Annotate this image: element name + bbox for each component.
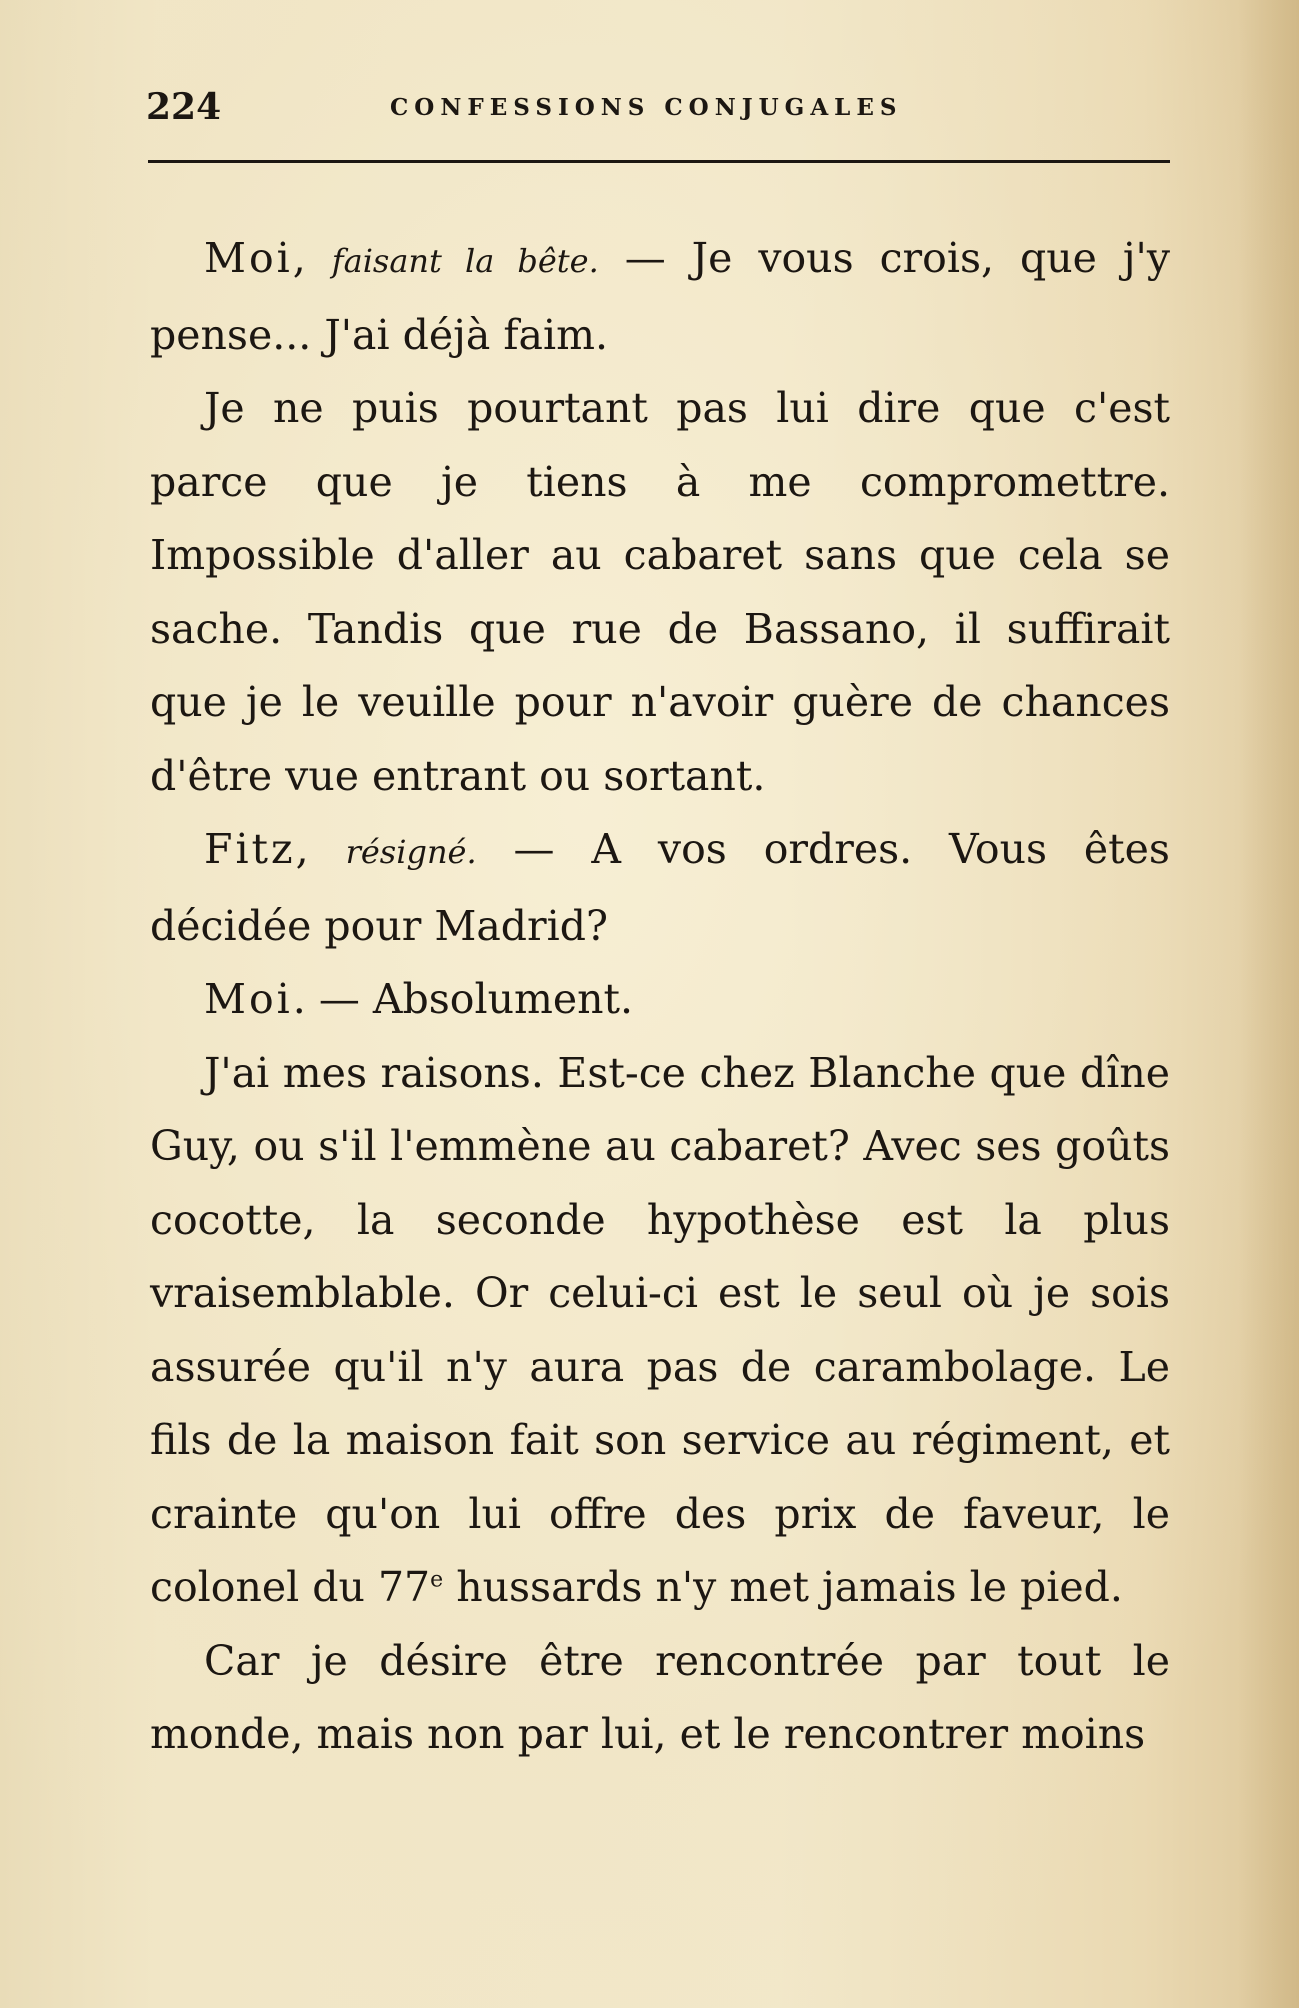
narration-text-tail: hussards n'y met jamais le pied. bbox=[443, 1563, 1123, 1611]
running-title: CONFESSIONS CONJUGALES bbox=[390, 94, 903, 121]
dialogue-text: . — Absolument. bbox=[292, 975, 634, 1023]
page-header bbox=[146, 84, 1176, 134]
page-number: 224 bbox=[146, 86, 222, 128]
dialogue-text: — A vos ordres. Vous êtes décidée pour Madrid? bbox=[150, 825, 1170, 950]
stage-direction: faisant la bête. bbox=[331, 242, 599, 280]
narration-text-end: colonel du 77 bbox=[150, 1563, 431, 1611]
paragraph-narration-1: Je ne puis pourtant pas lui dire que c'est parce que je tiens à me compromettre. Impossible d'aller au cabaret sans que cela se sache. Tandis que rue de Bassano, il suffirait que je le veuille pour n'avoir guère de chances d'être vue entrant ou sortant. bbox=[150, 384, 1170, 800]
ordinal-superscript: e bbox=[430, 1567, 444, 1593]
dialogue-text: — Je vous crois, que j'y pense... J'ai déjà faim. bbox=[150, 234, 1170, 359]
paragraph-dialogue-3 bbox=[150, 963, 1170, 1037]
body-text bbox=[150, 222, 1170, 1772]
page-edge-shadow bbox=[1239, 0, 1299, 2008]
narration-text: J'ai mes raisons. Est-ce chez Blanche que dîne Guy, ou s'il l'emmène au cabaret? Avec ses goûts cocotte, la seconde hypothèse est la plus vraisemblable. Or celui-ci est le seul où je sois assurée qu'il n'y aura pas de carambolage. Le fils de la maison fait son service au régiment, et crainte qu'on lui offre des prix de faveur, le bbox=[150, 1048, 1170, 1538]
speaker-name: Moi bbox=[204, 234, 293, 282]
speaker-name: Fitz bbox=[204, 825, 296, 873]
speaker-name: Moi bbox=[204, 975, 293, 1023]
stage-direction: résigné. bbox=[345, 833, 477, 871]
paragraph-dialogue-1: Moi, faisant la bête. — Je vous crois, que j'y pense... J'ai déjà faim. bbox=[150, 234, 1170, 359]
paragraph-dialogue-2: Fitz, résigné. — A vos ordres. Vous êtes décidée pour Madrid? bbox=[150, 825, 1170, 950]
paragraph-narration-2 bbox=[150, 1037, 1170, 1625]
paragraph-narration-3: Car je désire être rencontrée par tout le monde, mais non par lui, et le rencontrer moins bbox=[150, 1636, 1170, 1758]
header-rule bbox=[148, 160, 1170, 163]
